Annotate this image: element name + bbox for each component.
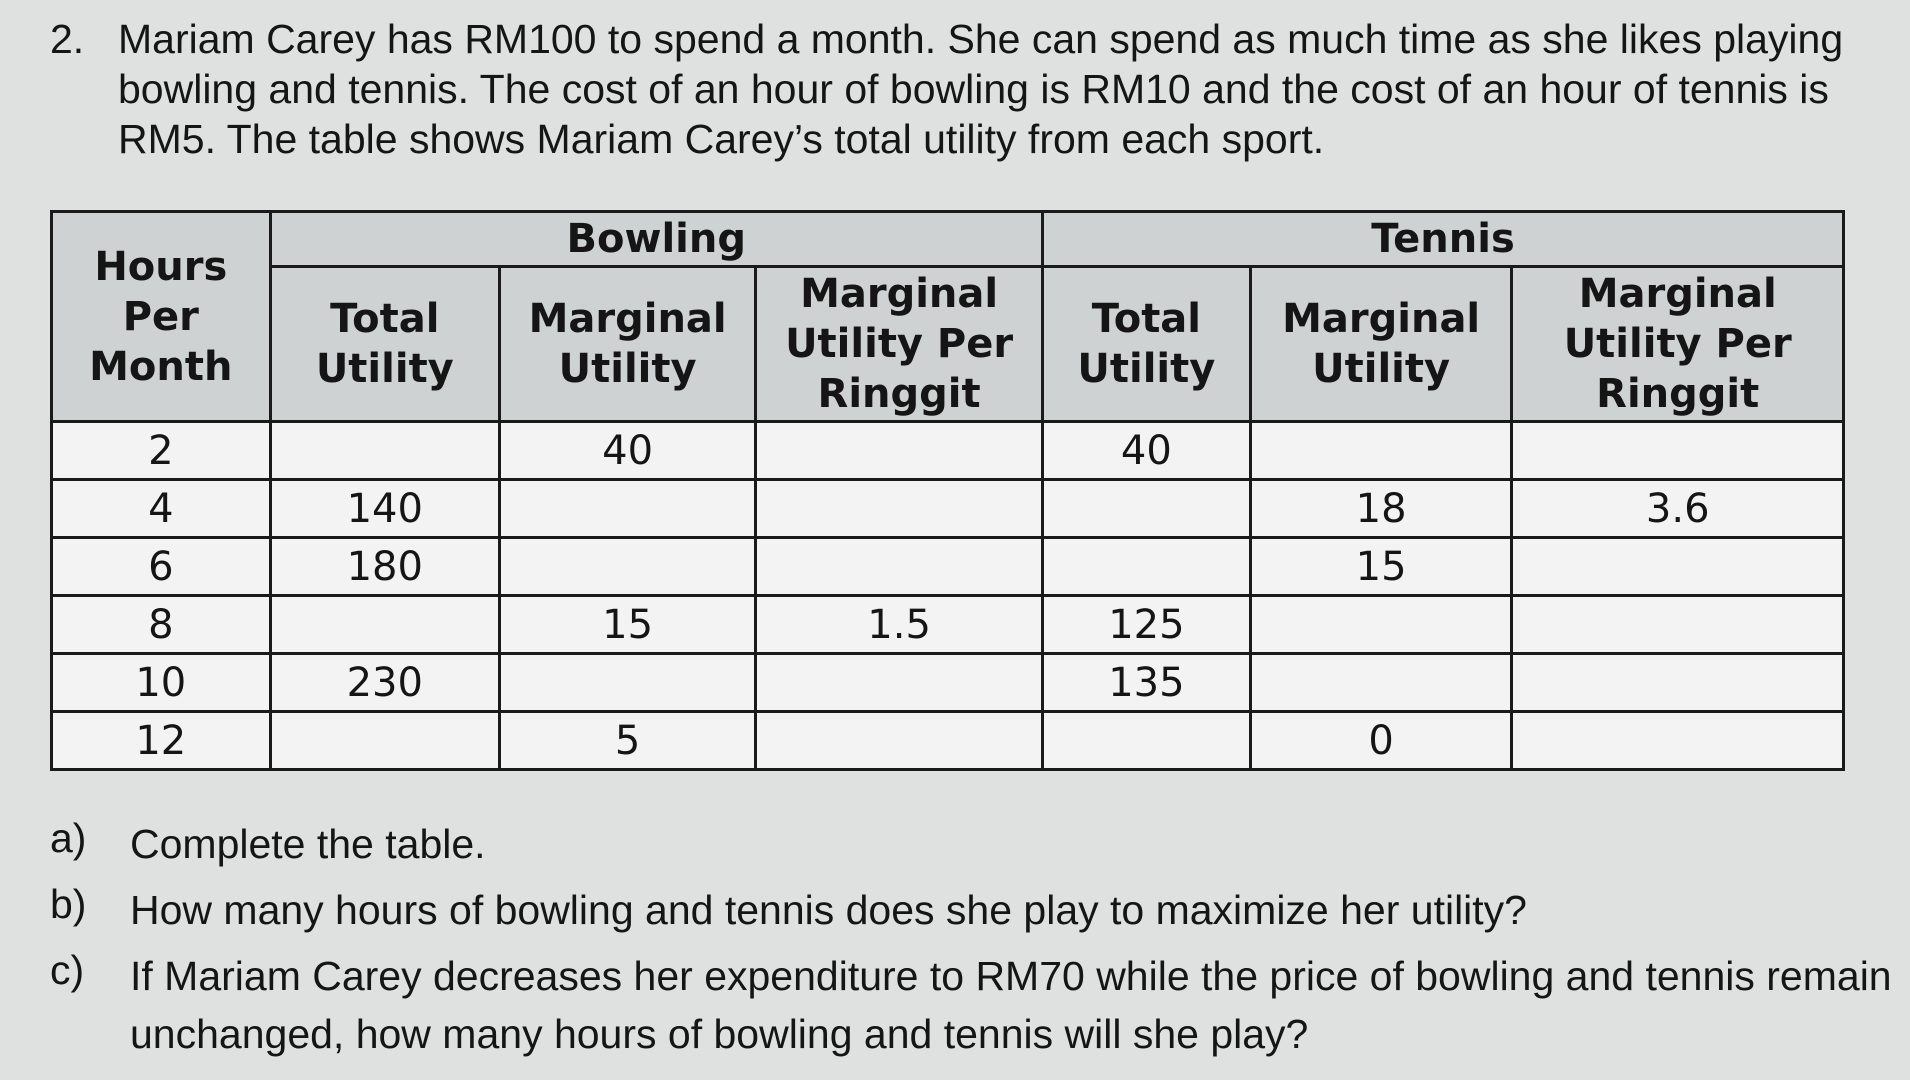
- header-row-columns: [52, 267, 1844, 422]
- table-row: [52, 538, 1844, 596]
- bowling-mu-per-ringgit-header: Marginal Utility Per Ringgit: [756, 267, 1043, 422]
- tennis-marginal-utility-cell: [1250, 422, 1512, 480]
- question-text: Mariam Carey has RM100 to spend a month. She can spend as much time as she likes playing bowling and tennis. The cost of an hour of bowling is RM10 and the cost of an hour of tennis is RM5. The table shows Mariam Carey’s total utility from each sport.: [118, 16, 1844, 162]
- sub-question-label: b): [50, 881, 87, 927]
- bowling-mu-per-ringgit-cell: [756, 654, 1043, 712]
- tennis-marginal-utility-header: Marginal Utility: [1250, 267, 1512, 422]
- sub-question-label: a): [50, 815, 87, 861]
- tennis-total-utility-header: Total Utility: [1042, 267, 1250, 422]
- hours-cell: 12: [52, 712, 271, 770]
- sub-questions: [50, 815, 1900, 1071]
- bowling-total-utility-cell: 140: [270, 480, 499, 538]
- tennis-total-utility-cell: 125: [1042, 596, 1250, 654]
- sub-question-label: c): [50, 947, 85, 993]
- table-row: [52, 480, 1844, 538]
- hours-cell: 2: [52, 422, 271, 480]
- question-2: [50, 14, 1850, 164]
- bowling-marginal-utility-cell: [499, 538, 755, 596]
- bowling-marginal-utility-cell: 5: [499, 712, 755, 770]
- tennis-mu-per-ringgit-cell: [1512, 538, 1844, 596]
- table-row: [52, 422, 1844, 480]
- tennis-mu-per-ringgit-cell: 3.6: [1512, 480, 1844, 538]
- sub-question-c: [50, 947, 1900, 1071]
- tennis-marginal-utility-cell: 0: [1250, 712, 1512, 770]
- tennis-marginal-utility-cell: [1250, 654, 1512, 712]
- tennis-header: Tennis: [1042, 212, 1843, 267]
- bowling-marginal-utility-cell: 40: [499, 422, 755, 480]
- tennis-total-utility-cell: [1042, 480, 1250, 538]
- table-row: [52, 654, 1844, 712]
- bowling-mu-per-ringgit-cell: [756, 712, 1043, 770]
- table-row: [52, 596, 1844, 654]
- sub-question-text: Complete the table.: [130, 821, 486, 867]
- utility-table-container: [50, 210, 1845, 764]
- question-number: 2.: [50, 16, 85, 62]
- hours-per-month-header: Hours Per Month: [52, 212, 271, 422]
- bowling-total-utility-cell: [270, 422, 499, 480]
- bowling-total-utility-header: Total Utility: [270, 267, 499, 422]
- bowling-total-utility-cell: [270, 596, 499, 654]
- bowling-mu-per-ringgit-cell: [756, 538, 1043, 596]
- bowling-marginal-utility-cell: [499, 654, 755, 712]
- bowling-total-utility-cell: [270, 712, 499, 770]
- tennis-marginal-utility-cell: 18: [1250, 480, 1512, 538]
- bowling-marginal-utility-header: Marginal Utility: [499, 267, 755, 422]
- tennis-mu-per-ringgit-cell: [1512, 422, 1844, 480]
- bowling-marginal-utility-cell: [499, 480, 755, 538]
- tennis-total-utility-cell: 40: [1042, 422, 1250, 480]
- hours-cell: 6: [52, 538, 271, 596]
- tennis-marginal-utility-cell: 15: [1250, 538, 1512, 596]
- sub-question-b: [50, 881, 1900, 947]
- header-row-groups: [52, 212, 1844, 267]
- bowling-header: Bowling: [270, 212, 1042, 267]
- bowling-mu-per-ringgit-cell: [756, 480, 1043, 538]
- hours-cell: 8: [52, 596, 271, 654]
- tennis-total-utility-cell: [1042, 712, 1250, 770]
- bowling-mu-per-ringgit-cell: [756, 422, 1043, 480]
- sub-question-text: If Mariam Carey decreases her expenditure to RM70 while the price of bowling and tennis remain unchanged, how many hours of bowling and tennis will she play?: [130, 953, 1892, 1057]
- bowling-total-utility-cell: 230: [270, 654, 499, 712]
- bowling-mu-per-ringgit-cell: 1.5: [756, 596, 1043, 654]
- tennis-mu-per-ringgit-cell: [1512, 596, 1844, 654]
- utility-table: [50, 210, 1845, 771]
- tennis-mu-per-ringgit-cell: [1512, 654, 1844, 712]
- sub-question-text: How many hours of bowling and tennis does she play to maximize her utility?: [130, 887, 1527, 933]
- tennis-mu-per-ringgit-cell: [1512, 712, 1844, 770]
- table-row: [52, 712, 1844, 770]
- hours-cell: 4: [52, 480, 271, 538]
- tennis-total-utility-cell: 135: [1042, 654, 1250, 712]
- bowling-total-utility-cell: 180: [270, 538, 499, 596]
- tennis-total-utility-cell: [1042, 538, 1250, 596]
- tennis-marginal-utility-cell: [1250, 596, 1512, 654]
- tennis-mu-per-ringgit-header: Marginal Utility Per Ringgit: [1512, 267, 1844, 422]
- sub-question-a: [50, 815, 1900, 881]
- hours-cell: 10: [52, 654, 271, 712]
- bowling-marginal-utility-cell: 15: [499, 596, 755, 654]
